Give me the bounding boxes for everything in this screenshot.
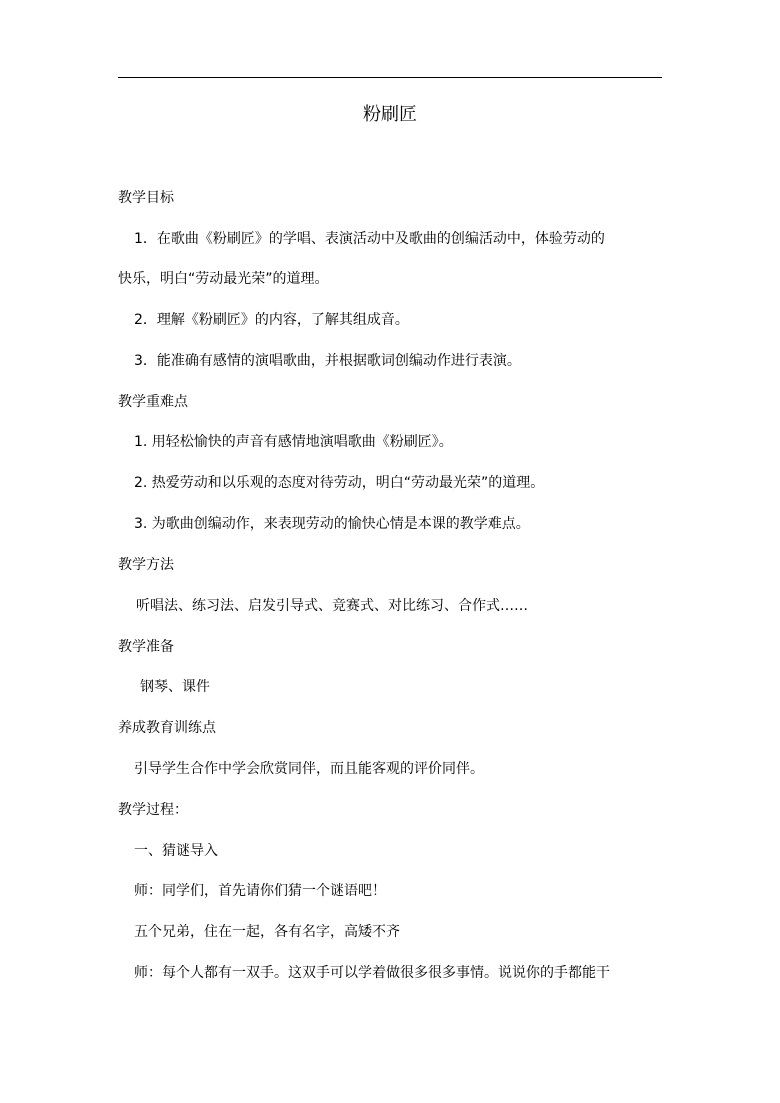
page-title: 粉刷匠 <box>363 104 417 125</box>
objective-item-1-continued: 快乐，明白“劳动最光荣”的道理。 <box>118 271 329 287</box>
habits-text: 引导学生合作中学会欣赏同伴，而且能客观的评价同伴。 <box>134 761 484 777</box>
section-heading-process: 教学过程： <box>118 802 188 818</box>
section-heading-habits: 养成教育训练点 <box>118 720 216 736</box>
header-rule <box>118 77 662 78</box>
process-line-riddle: 五个兄弟，住在一起，各有名字，高矮不齐 <box>134 924 400 940</box>
process-step-heading: 一、猜谜导入 <box>134 843 218 859</box>
key-point-item-2: 2. 热爱劳动和以乐观的态度对待劳动，明白“劳动最光荣”的道理。 <box>134 475 545 491</box>
objective-item-3: 3．能准确有感情的演唱歌曲，并根据歌词创编动作进行表演。 <box>134 353 521 369</box>
process-line-teacher-1: 师：同学们，首先请你们猜一个谜语吧！ <box>134 883 386 899</box>
section-heading-preparation: 教学准备 <box>118 639 174 655</box>
key-point-item-1: 1. 用轻松愉快的声音有感情地演唱歌曲《粉刷匠》。 <box>134 434 453 450</box>
objective-item-1: 1．在歌曲《粉刷匠》的学唱、表演活动中及歌曲的创编活动中，体验劳动的 <box>134 231 605 247</box>
section-heading-key-points: 教学重难点 <box>118 394 188 410</box>
section-heading-objectives: 教学目标 <box>118 190 174 206</box>
section-heading-methods: 教学方法 <box>118 557 174 573</box>
methods-text: 听唱法、练习法、启发引导式、竞赛式、对比练习、合作式…… <box>136 598 528 614</box>
process-line-teacher-2: 师：每个人都有一双手。这双手可以学着做很多很多事情。说说你的手都能干 <box>134 965 610 981</box>
objective-item-2: 2．理解《粉刷匠》的内容，了解其组成音。 <box>134 312 409 328</box>
preparation-text: 钢琴、课件 <box>140 679 210 695</box>
key-point-item-3: 3. 为歌曲创编动作，来表现劳动的愉快心情是本课的教学难点。 <box>134 516 530 532</box>
